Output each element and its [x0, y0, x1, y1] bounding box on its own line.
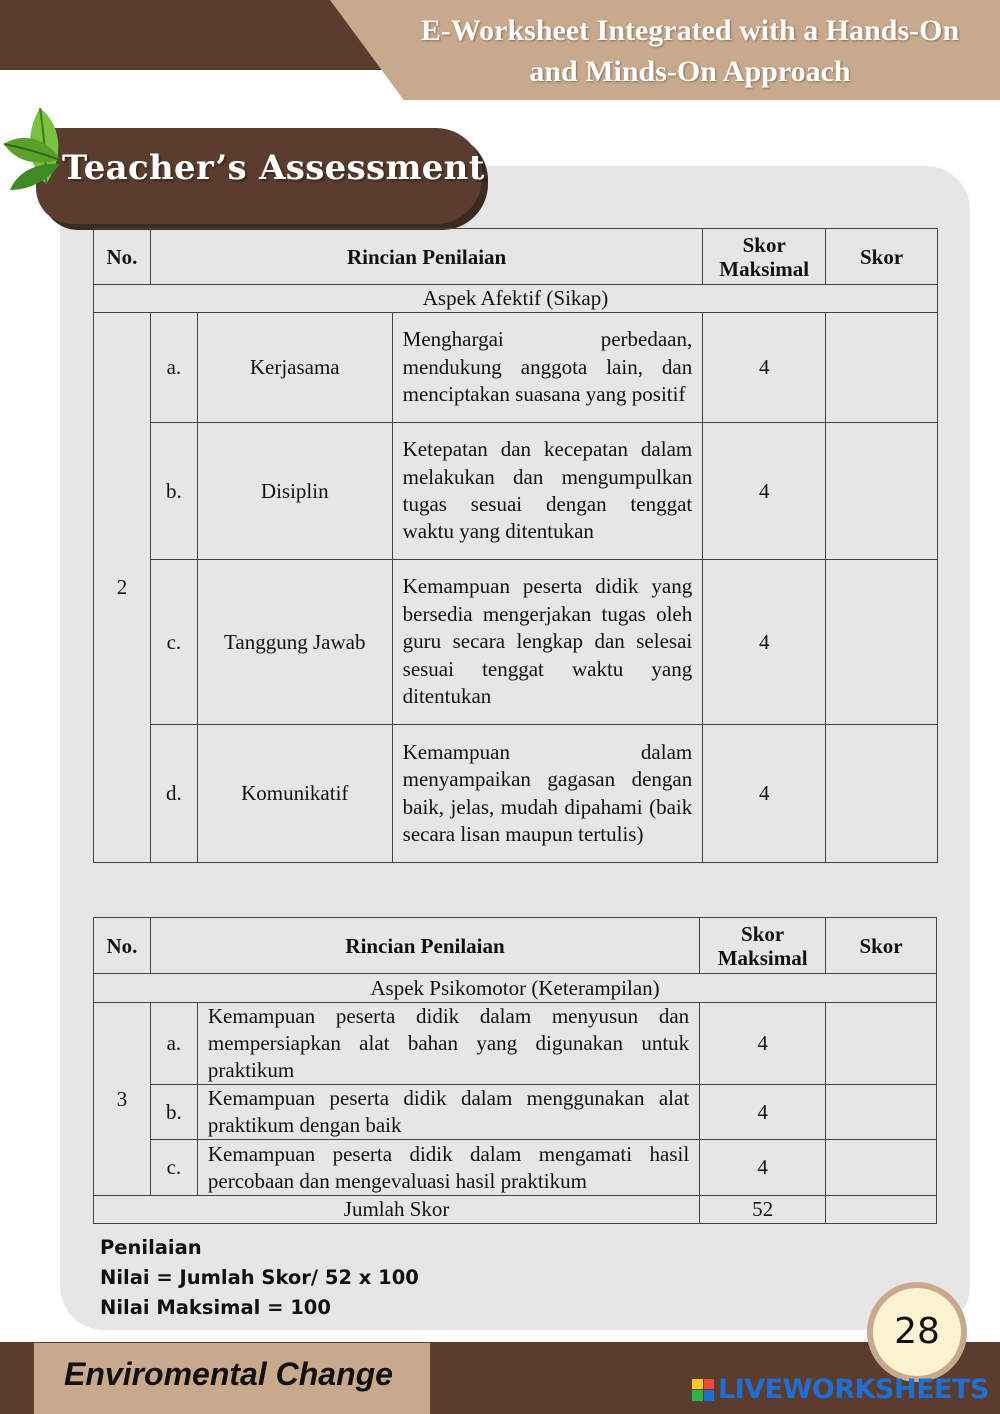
criterion-description: Kemampuan peserta didik dalam menggunakan alat praktikum dengan baik — [197, 1085, 699, 1140]
score-cell[interactable] — [826, 1085, 937, 1140]
table-row — [94, 313, 938, 423]
score-cell[interactable] — [826, 560, 938, 725]
scoring-formula — [100, 1233, 419, 1323]
affective-assessment-table — [93, 228, 938, 863]
criterion-description: Kemampuan peserta didik yang bersedia mengerjakan tugas oleh guru secara lengkap dan selesai sesuai tenggat waktu yang ditentukan — [392, 560, 703, 725]
max-score: 4 — [703, 725, 826, 863]
header-title-line1: E-Worksheet Integrated with a Hands-On — [420, 14, 960, 47]
row-number: 2 — [94, 313, 151, 863]
aspect-label: Aspek Psikomotor (Keterampilan) — [94, 974, 937, 1003]
header-title — [390, 10, 990, 92]
score-cell[interactable] — [826, 1003, 937, 1085]
row-letter: c. — [150, 560, 197, 725]
criterion-name: Disiplin — [197, 423, 392, 560]
formula-line2: Nilai Maksimal = 100 — [100, 1296, 331, 1319]
header-no: No. — [94, 229, 151, 285]
header-no: No. — [94, 918, 151, 974]
table-header-row — [94, 229, 938, 285]
row-letter: d. — [150, 725, 197, 863]
criterion-description: Ketepatan dan kecepatan dalam melakukan dan mengumpulkan tugas sesuai dengan tenggat waktu yang ditentukan — [392, 423, 703, 560]
header-skor-maksimal: Skor Maksimal — [700, 918, 826, 974]
formula-line1: Nilai = Jumlah Skor/ 52 x 100 — [100, 1266, 419, 1289]
table-row — [94, 423, 938, 560]
section-title: Teacher’s Assessment — [62, 148, 485, 188]
row-number: 3 — [94, 1003, 151, 1196]
table-row — [94, 1140, 937, 1196]
aspect-label: Aspek Afektif (Sikap) — [94, 285, 938, 313]
criterion-name: Kerjasama — [197, 313, 392, 423]
total-score-cell[interactable] — [826, 1196, 937, 1224]
row-letter: c. — [150, 1140, 197, 1196]
psychomotor-assessment-table — [93, 917, 937, 1224]
header-title-line2: and Minds-On Approach — [529, 55, 851, 88]
liveworksheets-brand: LIVEWORKSHEETS — [718, 1374, 989, 1405]
row-letter: b. — [150, 1085, 197, 1140]
score-cell[interactable] — [826, 725, 938, 863]
row-letter: a. — [150, 1003, 197, 1085]
table-row — [94, 1003, 937, 1085]
criterion-name: Tanggung Jawab — [197, 560, 392, 725]
criterion-name: Komunikatif — [197, 725, 392, 863]
table-row — [94, 725, 938, 863]
table-header-row — [94, 918, 937, 974]
max-score: 4 — [700, 1003, 826, 1085]
table-row — [94, 560, 938, 725]
page-number: 28 — [867, 1282, 967, 1382]
header-skor: Skor — [826, 918, 937, 974]
score-cell[interactable] — [826, 313, 938, 423]
total-max-score: 52 — [700, 1196, 826, 1224]
total-row — [94, 1196, 937, 1224]
criterion-description: Kemampuan peserta didik dalam menyusun dan mempersiapkan alat bahan yang digunakan untuk praktikum — [197, 1003, 699, 1085]
liveworksheets-logo — [692, 1374, 989, 1405]
footer-topic: Enviromental Change — [64, 1356, 393, 1392]
total-label: Jumlah Skor — [94, 1196, 700, 1224]
max-score: 4 — [700, 1140, 826, 1196]
criterion-description: Kemampuan peserta didik dalam mengamati hasil percobaan dan mengevaluasi hasil praktikum — [197, 1140, 699, 1196]
max-score: 4 — [703, 560, 826, 725]
score-cell[interactable] — [826, 1140, 937, 1196]
header-skor-maksimal: Skor Maksimal — [703, 229, 826, 285]
criterion-description: Menghargai perbedaan, mendukung anggota lain, dan menciptakan suasana yang positif — [392, 313, 703, 423]
row-letter: a. — [150, 313, 197, 423]
header-rincian: Rincian Penilaian — [150, 229, 702, 285]
table-row — [94, 1085, 937, 1140]
header-skor: Skor — [826, 229, 938, 285]
liveworksheets-icon — [692, 1379, 714, 1401]
row-letter: b. — [150, 423, 197, 560]
score-cell[interactable] — [826, 423, 938, 560]
formula-title: Penilaian — [100, 1236, 202, 1259]
max-score: 4 — [703, 423, 826, 560]
max-score: 4 — [700, 1085, 826, 1140]
criterion-description: Kemampuan dalam menyampaikan gagasan dengan baik, jelas, mudah dipahami (baik secara lisan maupun tertulis) — [392, 725, 703, 863]
max-score: 4 — [703, 313, 826, 423]
header-rincian: Rincian Penilaian — [150, 918, 699, 974]
